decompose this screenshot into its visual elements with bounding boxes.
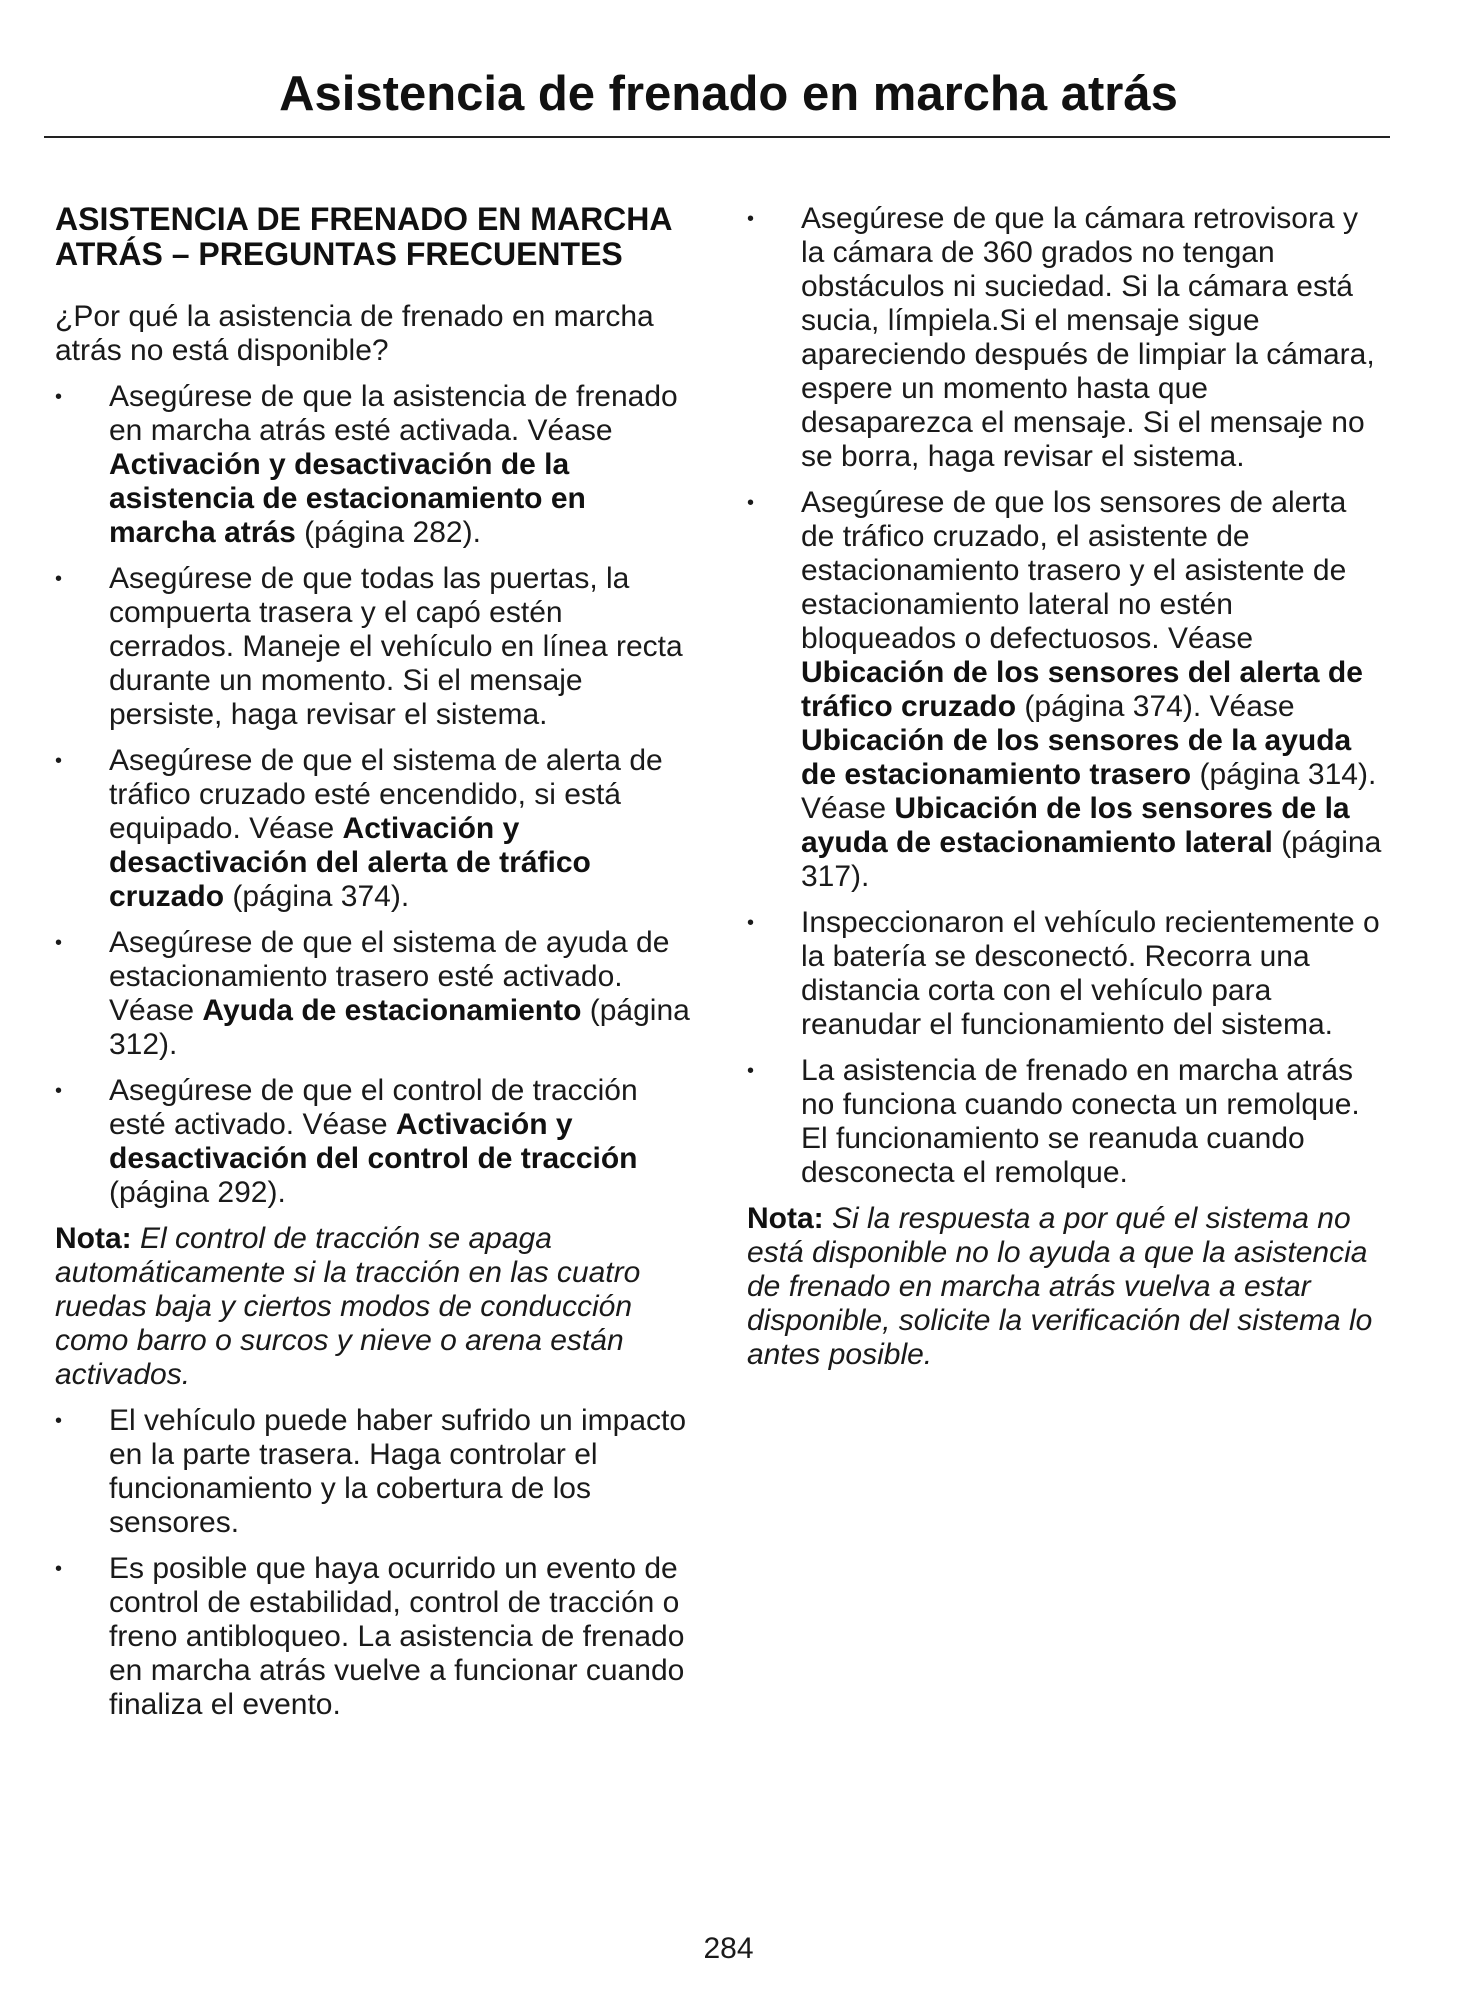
item-text: Asegúrese de que el control de tracción esté activado. Véase <box>109 1074 638 1141</box>
see-label: Véase <box>1167 622 1254 655</box>
cross-reference[interactable]: Activación y desactivación de la asistencia de estacionamiento en marcha atrás <box>109 448 586 549</box>
list-item <box>747 906 1387 1042</box>
cross-reference[interactable]: Activación y desactivación del control de tracción <box>109 1108 638 1175</box>
list-item <box>55 1404 695 1540</box>
page-reference: (página 314). <box>1199 758 1377 791</box>
bullet-list <box>55 1404 695 1722</box>
note <box>55 1222 695 1392</box>
item-text: Asegúrese de que los sensores de alerta de tráfico cruzado, el asistente de estacionamiento trasero y el asistente de estacionamiento lateral no estén bloqueados o defectuosos. <box>801 486 1347 655</box>
list-item <box>55 1552 695 1722</box>
list-item <box>747 486 1387 894</box>
list-item <box>55 562 695 732</box>
note-label: Nota: <box>55 1222 132 1255</box>
item-text: Inspeccionaron el vehículo recientemente o la batería se desconectó. Recorra una distancia corta con el vehículo para reanudar el funcionamiento del sistema. <box>801 906 1380 1041</box>
right-column <box>747 202 1387 1384</box>
item-text: Es posible que haya ocurrido un evento de control de estabilidad, control de tracción o freno antibloqueo. La asistencia de frenado en marcha atrás vuelve a funcionar cuando finaliza el evento. <box>109 1552 685 1721</box>
page-number: 284 <box>703 1932 754 1965</box>
page-reference: (página 374). <box>232 880 410 913</box>
see-label: Véase <box>801 792 887 825</box>
note <box>747 1202 1387 1372</box>
list-item <box>747 1054 1387 1190</box>
cross-reference[interactable]: Ubicación de los sensores de la ayuda de estacionamiento trasero <box>801 724 1352 791</box>
item-text: Asegúrese de que todas las puertas, la compuerta trasera y el capó estén cerrados. Maneje el vehículo en línea recta durante un momento. Si el mensaje persiste, haga revisar el sistema. <box>109 562 683 731</box>
page-reference: (página 292). <box>109 1176 286 1209</box>
section-heading: ASISTENCIA DE FRENADO EN MARCHA ATRÁS – PREGUNTAS FRECUENTES <box>55 201 672 272</box>
page-title: Asistencia de frenado en marcha atrás <box>279 67 1178 121</box>
item-text: La asistencia de frenado en marcha atrás no funciona cuando conecta un remolque. El funcionamiento se reanuda cuando desconecta el remolque. <box>801 1054 1360 1189</box>
item-text: El vehículo puede haber sufrido un impacto en la parte trasera. Haga controlar el funcionamiento y la cobertura de los sensores. <box>109 1404 687 1539</box>
list-item <box>55 1074 695 1210</box>
faq-question: ¿Por qué la asistencia de frenado en marcha atrás no está disponible? <box>55 300 654 367</box>
title-divider <box>44 136 1390 138</box>
item-text: Asegúrese de que la asistencia de frenado en marcha atrás esté activada. Véase <box>109 380 678 447</box>
cross-reference[interactable]: Ayuda de estacionamiento <box>202 994 582 1027</box>
note-label: Nota: <box>747 1202 824 1235</box>
bullet-list <box>747 202 1387 1190</box>
list-item <box>747 202 1387 474</box>
see-label: Véase <box>1209 690 1295 723</box>
page-reference: (página 374). <box>1024 690 1202 723</box>
page-reference: (página 317). <box>801 826 1382 893</box>
item-text: Asegúrese de que el sistema de ayuda de estacionamiento trasero esté activado. Véase <box>109 926 670 1027</box>
item-text: Asegúrese de que el sistema de alerta de tráfico cruzado esté encendido, si está equipado. Véase <box>109 744 663 845</box>
list-item <box>55 926 695 1062</box>
cross-reference[interactable]: Ubicación de los sensores de la ayuda de estacionamiento lateral <box>801 792 1350 859</box>
list-item <box>55 380 695 550</box>
cross-reference[interactable]: Activación y desactivación del alerta de tráfico cruzado <box>109 812 591 913</box>
note-text: El control de tracción se apaga automáticamente si la tracción en las cuatro ruedas baja y ciertos modos de conducción como barro o surcos y nieve o arena están activados. <box>55 1222 641 1391</box>
cross-reference[interactable]: Ubicación de los sensores del alerta de tráfico cruzado <box>801 656 1363 723</box>
page-reference: (página 312). <box>109 994 690 1061</box>
list-item <box>55 744 695 914</box>
page-reference: (página 282). <box>304 516 481 549</box>
item-text: Asegúrese de que la cámara retrovisora y la cámara de 360 grados no tengan obstáculos ni suciedad. Si la cámara está sucia, límpiela.Si el mensaje sigue apareciendo después de limpiar la cámara, espere un momento hasta que desaparezca el mensaje. Si el mensaje no se borra, haga revisar el sistema. <box>801 202 1375 473</box>
note-text: Si la respuesta a por qué el sistema no está disponible no lo ayuda a que la asistencia de frenado en marcha atrás vuelva a estar disponible, solicite la verificación del sistema lo antes posible. <box>747 1202 1373 1371</box>
bullet-list <box>55 380 695 1210</box>
left-column <box>55 202 695 1734</box>
